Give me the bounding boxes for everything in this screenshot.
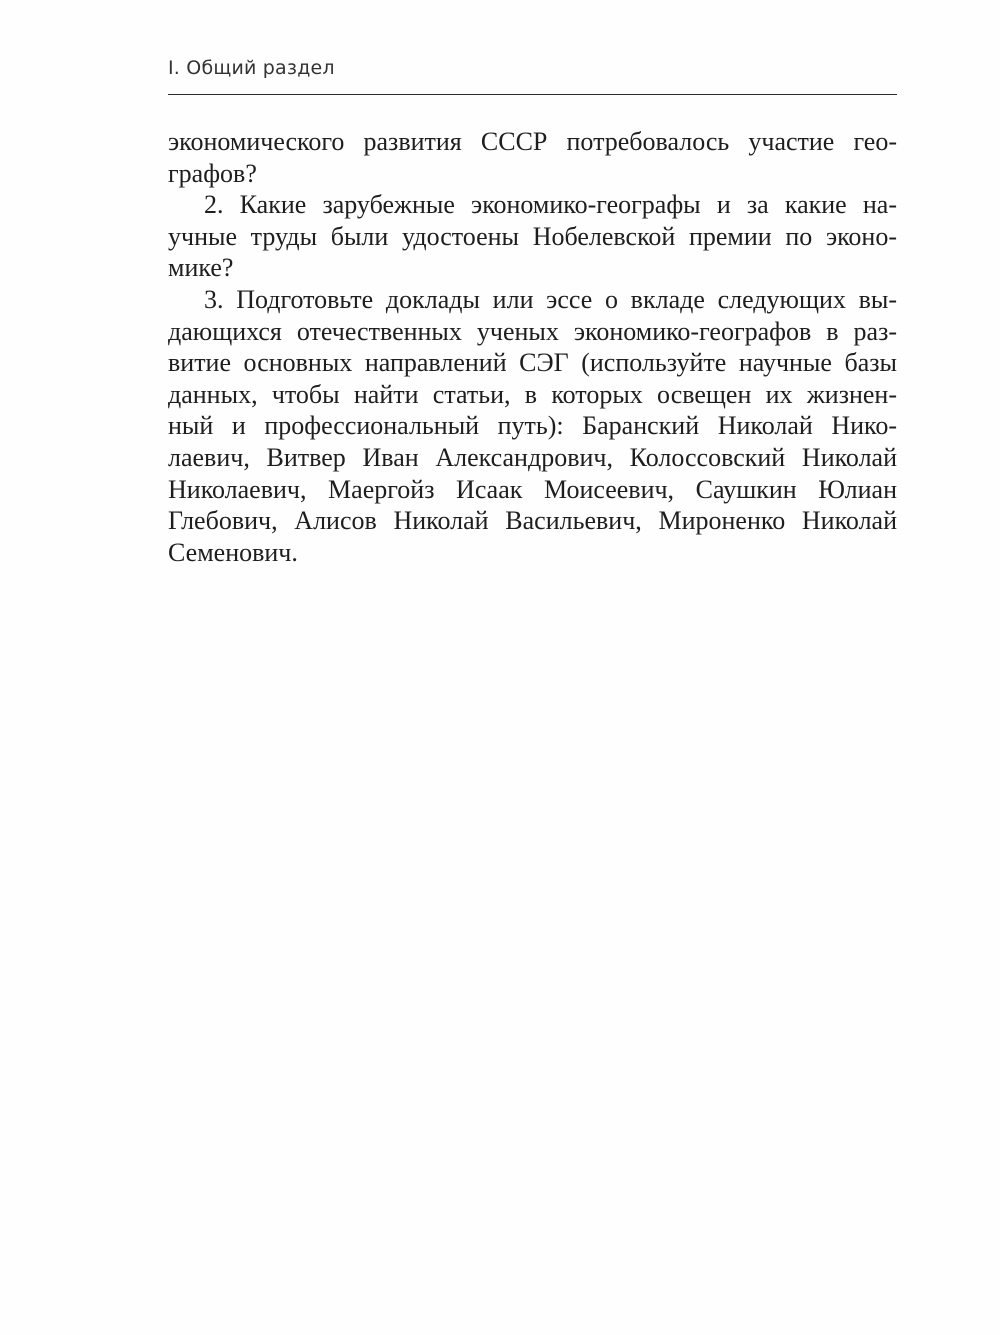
text-line: Глебович, Алисов Николай Васильевич, Мироненко Николай [168, 506, 897, 536]
text-line: витие основных направлений СЭГ (используйте научные базы [168, 348, 897, 378]
text-line: экономического развития СССР потребовалось участие гео- [168, 127, 897, 156]
text-line: Семенович. [168, 537, 298, 567]
text-line: данных, чтобы найти статьи, в которых освещен их жизнен- [168, 379, 897, 409]
text-line: мике? [168, 253, 234, 283]
text-line: 3. Подготовьте доклады или эссе о вкладе следующих вы- [204, 284, 897, 314]
text-line: учные труды были удостоены Нобелевской премии по эконо- [168, 221, 897, 251]
body-text [168, 126, 897, 568]
text-line: 2. Какие зарубежные экономико-географы и за какие на- [204, 190, 897, 220]
text-line: Николаевич, Маергойз Исаак Моисеевич, Саушкин Юлиан [168, 474, 897, 504]
header-rule [168, 94, 897, 95]
text-line: графов? [168, 158, 257, 188]
text-line: лаевич, Витвер Иван Александрович, Колоссовский Николай [168, 442, 897, 472]
text-line: ный и профессиональный путь): Баранский Николай Нико- [168, 411, 897, 441]
text-line: дающихся отечественных ученых экономико-географов в раз- [168, 316, 897, 346]
running-header: I. Общий раздел [168, 57, 335, 79]
